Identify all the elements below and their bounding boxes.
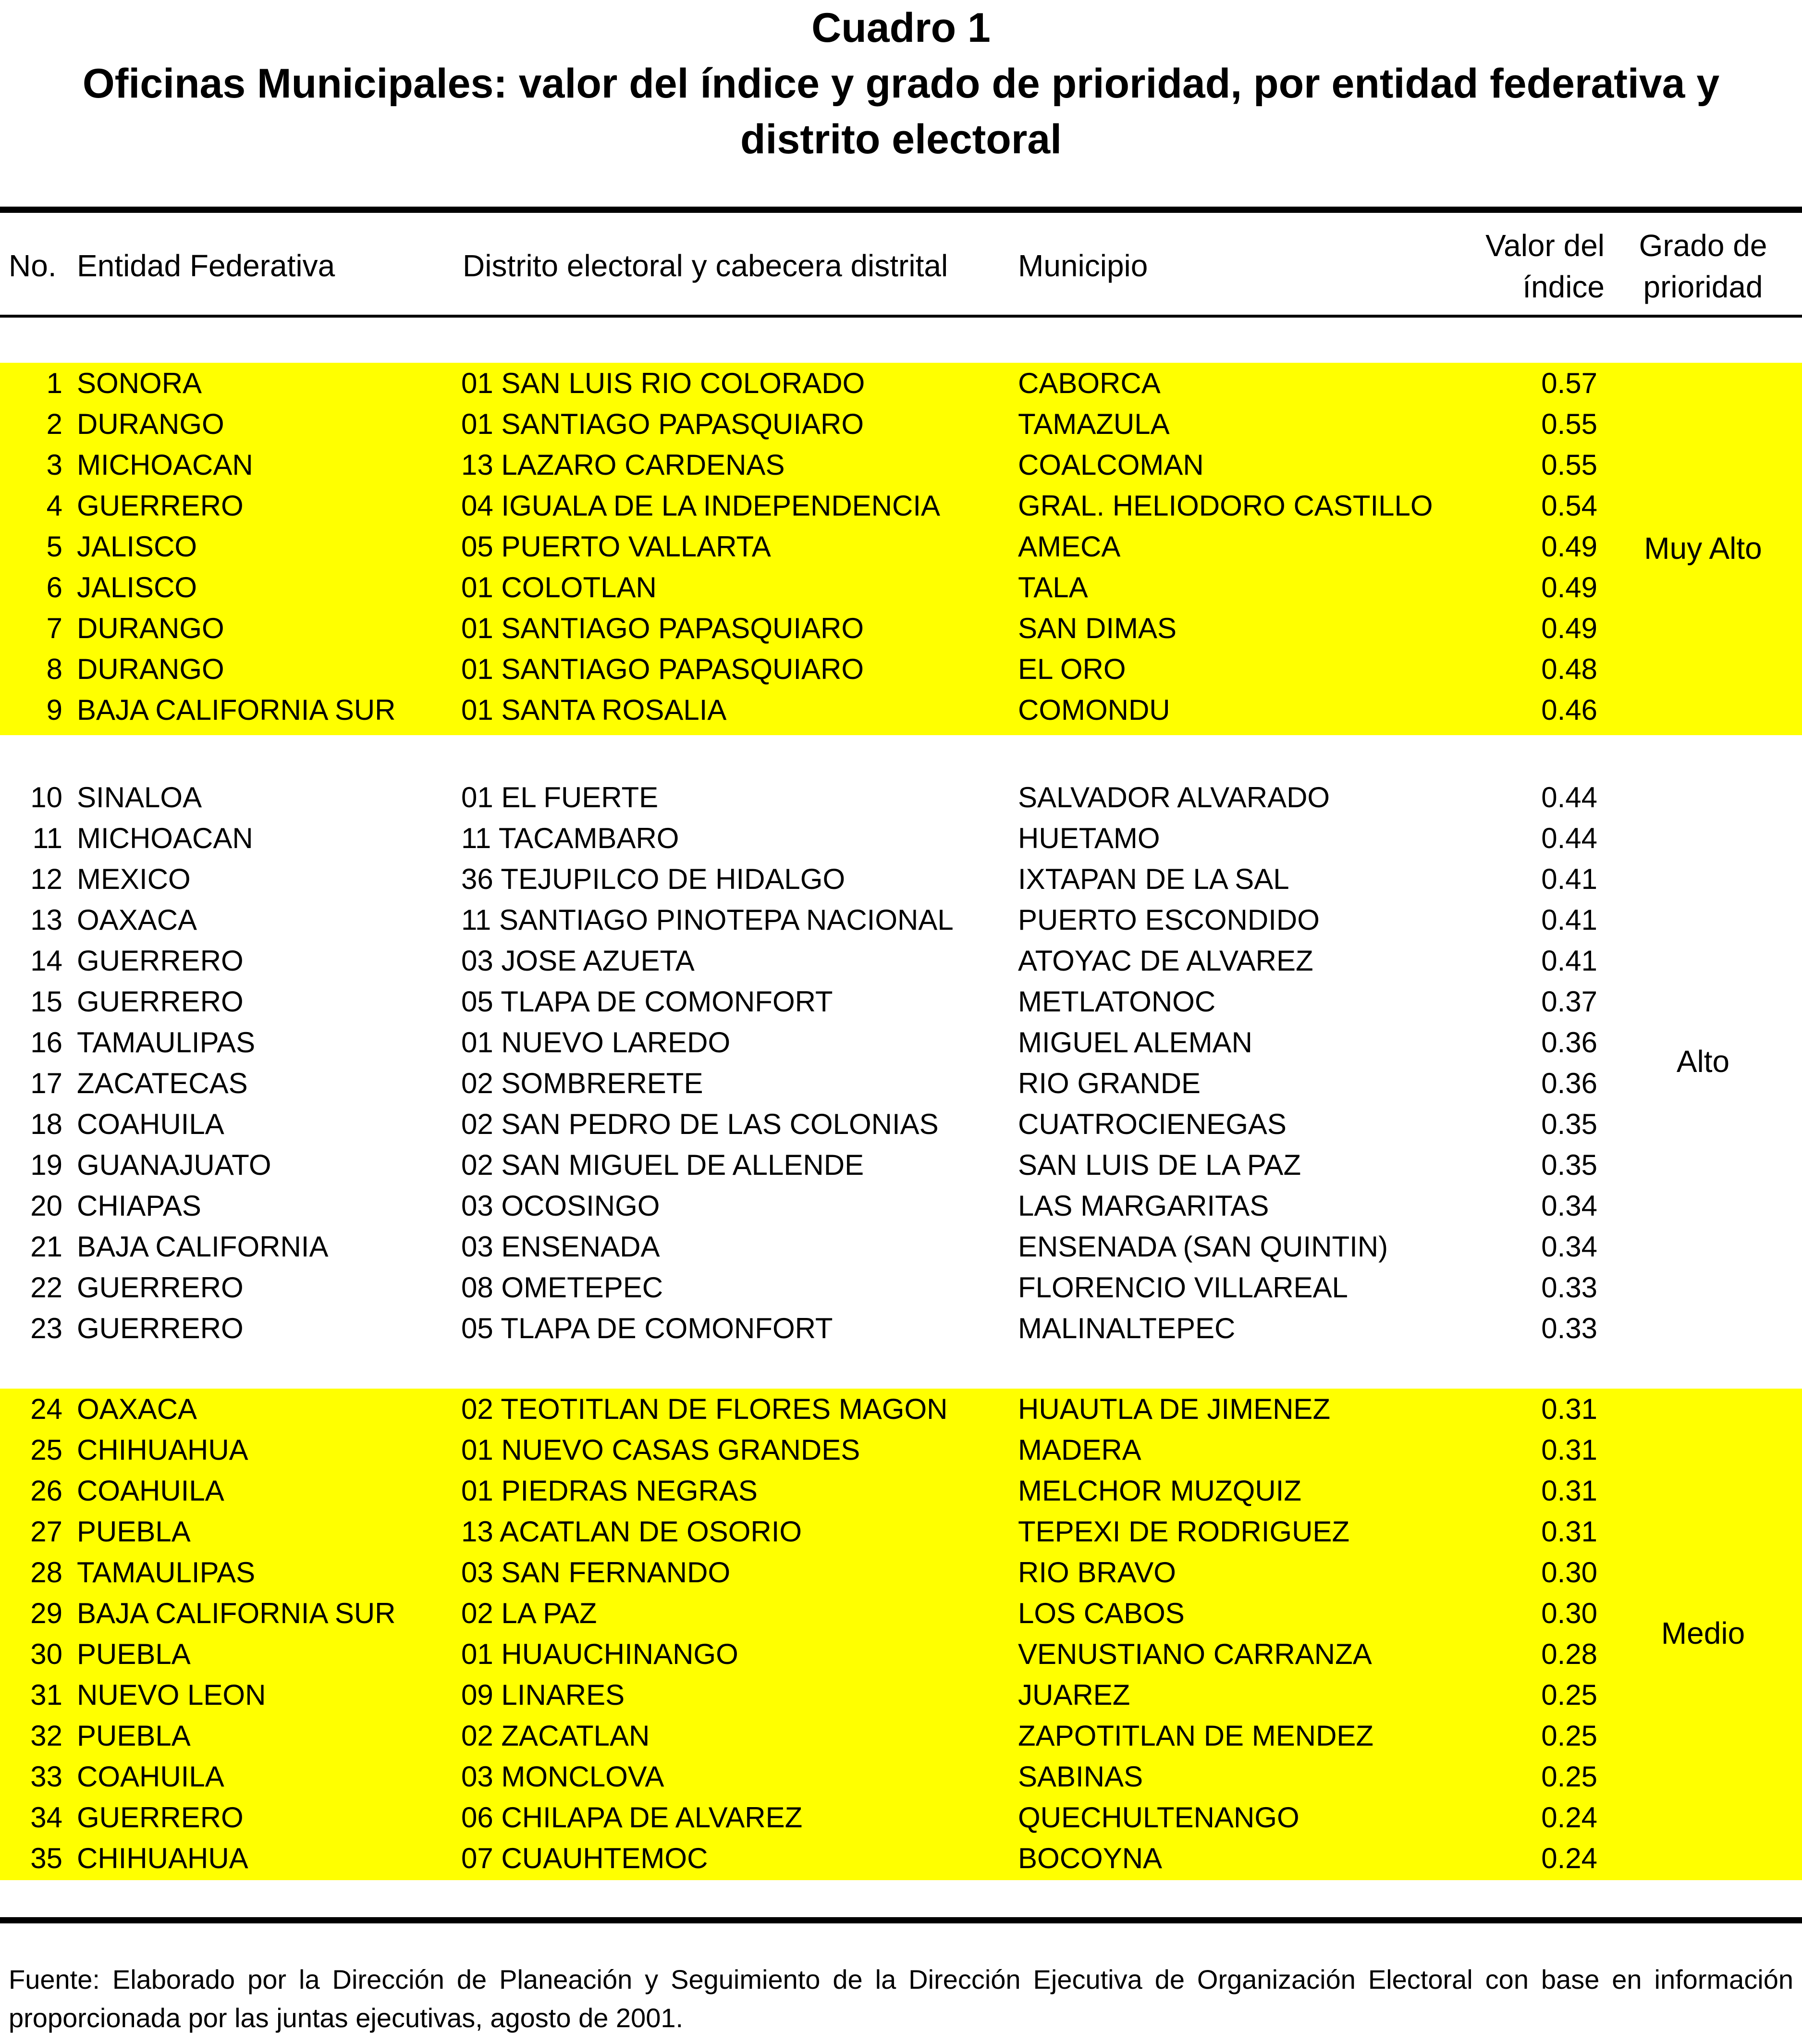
grade-label-muy-alto: Muy Alto: [1644, 531, 1762, 566]
row-municipio: PUERTO ESCONDIDO: [1018, 904, 1320, 936]
row-entidad: TAMAULIPAS: [77, 1026, 256, 1059]
row-no: 28: [30, 1556, 62, 1588]
row-valor: 0.35: [1541, 1149, 1597, 1181]
table-row: [0, 1023, 1802, 1062]
row-valor: 0.57: [1541, 367, 1597, 399]
header-municipio: Municipio: [1018, 248, 1148, 283]
row-distrito: 13 ACATLAN DE OSORIO: [461, 1515, 802, 1548]
row-no: 35: [30, 1842, 62, 1874]
table-row: [0, 1594, 1802, 1633]
table-row: [0, 691, 1802, 729]
row-no: 25: [30, 1434, 62, 1466]
row-distrito: 01 SANTIAGO PAPASQUIARO: [461, 653, 864, 685]
row-no: 26: [30, 1475, 62, 1507]
row-no: 20: [30, 1190, 62, 1222]
title-line-3: distrito electoral: [740, 116, 1062, 162]
row-entidad: BAJA CALIFORNIA SUR: [77, 694, 396, 726]
row-valor: 0.54: [1541, 490, 1597, 522]
header-distrito: Distrito electoral y cabecera distrital: [463, 248, 948, 283]
table-row: [0, 1390, 1802, 1428]
source-note-line-1: Fuente: Elaborado por la Dirección de Planeación y Seguimiento de la Dirección Ejecutiva de Organización Electoral con base en información: [9, 1964, 1793, 1995]
row-valor: 0.33: [1541, 1312, 1597, 1344]
row-entidad: GUERRERO: [77, 1801, 244, 1834]
row-no: 9: [46, 694, 62, 726]
row-entidad: MICHOACAN: [77, 449, 253, 481]
row-distrito: 13 LAZARO CARDENAS: [461, 449, 785, 481]
row-entidad: DURANGO: [77, 653, 224, 685]
row-municipio: HUAUTLA DE JIMENEZ: [1018, 1393, 1331, 1425]
row-municipio: EL ORO: [1018, 653, 1126, 685]
row-no: 27: [30, 1515, 62, 1548]
row-no: 22: [30, 1271, 62, 1304]
header-valor: [1451, 225, 1605, 308]
row-municipio: GRAL. HELIODORO CASTILLO: [1018, 490, 1433, 522]
row-distrito: 02 ZACATLAN: [461, 1720, 650, 1752]
row-no: 1: [46, 367, 62, 399]
row-valor: 0.44: [1541, 781, 1597, 813]
row-entidad: DURANGO: [77, 408, 224, 440]
row-distrito: 01 HUAUCHINANGO: [461, 1638, 738, 1670]
row-no: 18: [30, 1108, 62, 1140]
row-municipio: QUECHULTENANGO: [1018, 1801, 1299, 1834]
row-no: 17: [30, 1067, 62, 1099]
table-row: [0, 1146, 1802, 1184]
table-row: [0, 528, 1802, 566]
row-entidad: CHIHUAHUA: [77, 1842, 248, 1874]
row-municipio: JUAREZ: [1018, 1679, 1130, 1711]
row-valor: 0.31: [1541, 1515, 1597, 1548]
row-entidad: GUERRERO: [77, 490, 244, 522]
table-row: [0, 1187, 1802, 1225]
row-distrito: 01 COLOTLAN: [461, 571, 657, 603]
row-valor: 0.35: [1541, 1108, 1597, 1140]
row-entidad: GUERRERO: [77, 1271, 244, 1304]
row-municipio: TALA: [1018, 571, 1088, 603]
table-row: [0, 1513, 1802, 1551]
table-row: [0, 1228, 1802, 1266]
row-valor: 0.36: [1541, 1067, 1597, 1099]
row-distrito: 08 OMETEPEC: [461, 1271, 663, 1304]
table-row: [0, 983, 1802, 1021]
table-row: [0, 1758, 1802, 1796]
row-distrito: 01 SANTIAGO PAPASQUIARO: [461, 612, 864, 644]
row-distrito: 02 SAN MIGUEL DE ALLENDE: [461, 1149, 864, 1181]
row-valor: 0.30: [1541, 1556, 1597, 1588]
row-distrito: 05 PUERTO VALLARTA: [461, 530, 771, 563]
row-no: 21: [30, 1231, 62, 1263]
row-entidad: MEXICO: [77, 863, 191, 895]
row-no: 29: [30, 1597, 62, 1629]
row-no: 3: [46, 449, 62, 481]
row-no: 6: [46, 571, 62, 603]
row-entidad: JALISCO: [77, 571, 197, 603]
row-valor: 0.24: [1541, 1801, 1597, 1834]
row-entidad: GUERRERO: [77, 945, 244, 977]
source-note: [9, 1960, 1793, 2037]
row-entidad: COAHUILA: [77, 1475, 224, 1507]
row-no: 19: [30, 1149, 62, 1181]
row-distrito: 01 PIEDRAS NEGRAS: [461, 1475, 758, 1507]
row-distrito: 07 CUAUHTEMOC: [461, 1842, 708, 1874]
title-line-2: Oficinas Municipales: valor del índice y grado de prioridad, por entidad federativa y: [82, 61, 1720, 107]
row-valor: 0.48: [1541, 653, 1597, 685]
row-valor: 0.31: [1541, 1434, 1597, 1466]
row-entidad: CHIAPAS: [77, 1190, 201, 1222]
row-valor: 0.49: [1541, 530, 1597, 563]
row-distrito: 06 CHILAPA DE ALVAREZ: [461, 1801, 803, 1834]
table-row: [0, 609, 1802, 648]
row-entidad: BAJA CALIFORNIA SUR: [77, 1597, 396, 1629]
row-no: 23: [30, 1312, 62, 1344]
row-municipio: ATOYAC DE ALVAREZ: [1018, 945, 1313, 977]
row-valor: 0.49: [1541, 612, 1597, 644]
row-municipio: MIGUEL ALEMAN: [1018, 1026, 1252, 1059]
table-row: [0, 650, 1802, 689]
row-entidad: OAXACA: [77, 1393, 197, 1425]
source-note-line-2: proporcionada por las juntas ejecutivas, agosto de 2001.: [9, 2003, 684, 2033]
row-valor: 0.34: [1541, 1190, 1597, 1222]
title-line-1: Cuadro 1: [811, 5, 991, 51]
table-row: [0, 1105, 1802, 1144]
table-row: [0, 1798, 1802, 1837]
table-row: [0, 1839, 1802, 1878]
row-entidad: BAJA CALIFORNIA: [77, 1231, 329, 1263]
row-entidad: PUEBLA: [77, 1638, 191, 1670]
row-no: 14: [30, 945, 62, 977]
row-distrito: 02 TEOTITLAN DE FLORES MAGON: [461, 1393, 948, 1425]
row-entidad: GUANAJUATO: [77, 1149, 271, 1181]
row-valor: 0.28: [1541, 1638, 1597, 1670]
row-entidad: JALISCO: [77, 530, 197, 563]
row-valor: 0.36: [1541, 1026, 1597, 1059]
header-valor-line-2: índice: [1522, 270, 1605, 304]
row-distrito: 11 TACAMBARO: [461, 822, 679, 854]
row-no: 34: [30, 1801, 62, 1834]
table-row: [0, 1309, 1802, 1348]
row-distrito: 01 NUEVO LAREDO: [461, 1026, 731, 1059]
row-municipio: RIO BRAVO: [1018, 1556, 1176, 1588]
row-no: 4: [46, 490, 62, 522]
row-no: 32: [30, 1720, 62, 1752]
row-distrito: 01 EL FUERTE: [461, 781, 659, 813]
row-entidad: SONORA: [77, 367, 202, 399]
table-row: [0, 1717, 1802, 1755]
row-municipio: AMECA: [1018, 530, 1121, 563]
row-no: 8: [46, 653, 62, 685]
row-municipio: METLATONOC: [1018, 985, 1216, 1018]
row-entidad: PUEBLA: [77, 1515, 191, 1548]
row-no: 24: [30, 1393, 62, 1425]
header-grado-line-2: prioridad: [1643, 270, 1763, 304]
row-valor: 0.49: [1541, 571, 1597, 603]
table-row: [0, 1064, 1802, 1103]
row-no: 7: [46, 612, 62, 644]
row-entidad: NUEVO LEON: [77, 1679, 266, 1711]
row-no: 16: [30, 1026, 62, 1059]
table-row: [0, 568, 1802, 607]
row-no: 5: [46, 530, 62, 563]
row-municipio: CUATROCIENEGAS: [1018, 1108, 1287, 1140]
table-row: [0, 1635, 1802, 1674]
row-valor: 0.44: [1541, 822, 1597, 854]
grade-label-medio: Medio: [1661, 1616, 1745, 1650]
header-rule: [0, 315, 1802, 318]
row-municipio: MELCHOR MUZQUIZ: [1018, 1475, 1301, 1507]
row-municipio: SABINAS: [1018, 1761, 1143, 1793]
row-distrito: 36 TEJUPILCO DE HIDALGO: [461, 863, 846, 895]
row-entidad: OAXACA: [77, 904, 197, 936]
row-municipio: MALINALTEPEC: [1018, 1312, 1236, 1344]
row-municipio: ENSENADA (SAN QUINTIN): [1018, 1231, 1388, 1263]
table-row: [0, 860, 1802, 899]
row-municipio: IXTAPAN DE LA SAL: [1018, 863, 1289, 895]
table-row: [0, 446, 1802, 484]
row-distrito: 11 SANTIAGO PINOTEPA NACIONAL: [461, 904, 954, 936]
row-entidad: TAMAULIPAS: [77, 1556, 256, 1588]
row-municipio: TAMAZULA: [1018, 408, 1170, 440]
row-entidad: MICHOACAN: [77, 822, 253, 854]
row-no: 30: [30, 1638, 62, 1670]
row-entidad: GUERRERO: [77, 985, 244, 1018]
table-row: [0, 487, 1802, 525]
row-municipio: SAN LUIS DE LA PAZ: [1018, 1149, 1301, 1181]
table-row: [0, 819, 1802, 858]
row-municipio: VENUSTIANO CARRANZA: [1018, 1638, 1372, 1670]
row-distrito: 01 SANTIAGO PAPASQUIARO: [461, 408, 864, 440]
row-municipio: ZAPOTITLAN DE MENDEZ: [1018, 1720, 1374, 1752]
table-row: [0, 778, 1802, 817]
row-municipio: TEPEXI DE RODRIGUEZ: [1018, 1515, 1350, 1548]
row-valor: 0.25: [1541, 1761, 1597, 1793]
header-grado: [1614, 225, 1792, 308]
row-no: 13: [30, 904, 62, 936]
table-row: [0, 1268, 1802, 1307]
row-municipio: CABORCA: [1018, 367, 1161, 399]
row-valor: 0.34: [1541, 1231, 1597, 1263]
table-row: [0, 901, 1802, 939]
row-no: 10: [30, 781, 62, 813]
row-distrito: 01 SANTA ROSALIA: [461, 694, 727, 726]
row-valor: 0.55: [1541, 449, 1597, 481]
row-entidad: CHIHUAHUA: [77, 1434, 248, 1466]
row-valor: 0.31: [1541, 1475, 1597, 1507]
row-entidad: SINALOA: [77, 781, 202, 813]
row-valor: 0.41: [1541, 863, 1597, 895]
row-municipio: FLORENCIO VILLAREAL: [1018, 1271, 1348, 1304]
row-municipio: LOS CABOS: [1018, 1597, 1185, 1629]
table-bottom-rule: [0, 1917, 1802, 1923]
table-top-rule: [0, 207, 1802, 213]
row-distrito: 05 TLAPA DE COMONFORT: [461, 985, 833, 1018]
row-no: 15: [30, 985, 62, 1018]
row-distrito: 01 SAN LUIS RIO COLORADO: [461, 367, 865, 399]
row-no: 33: [30, 1761, 62, 1793]
table-row: [0, 364, 1802, 403]
header-entidad: Entidad Federativa: [77, 248, 335, 283]
row-municipio: HUETAMO: [1018, 822, 1160, 854]
row-municipio: BOCOYNA: [1018, 1842, 1163, 1874]
row-entidad: PUEBLA: [77, 1720, 191, 1752]
row-municipio: MADERA: [1018, 1434, 1141, 1466]
row-municipio: LAS MARGARITAS: [1018, 1190, 1269, 1222]
row-valor: 0.41: [1541, 945, 1597, 977]
row-distrito: 03 MONCLOVA: [461, 1761, 664, 1793]
row-valor: 0.33: [1541, 1271, 1597, 1304]
row-valor: 0.30: [1541, 1597, 1597, 1629]
row-no: 12: [30, 863, 62, 895]
row-valor: 0.37: [1541, 985, 1597, 1018]
row-valor: 0.31: [1541, 1393, 1597, 1425]
row-distrito: 04 IGUALA DE LA INDEPENDENCIA: [461, 490, 941, 522]
table-row: [0, 1431, 1802, 1469]
row-distrito: 05 TLAPA DE COMONFORT: [461, 1312, 833, 1344]
row-distrito: 03 ENSENADA: [461, 1231, 660, 1263]
row-entidad: ZACATECAS: [77, 1067, 248, 1099]
row-municipio: SALVADOR ALVARADO: [1018, 781, 1330, 813]
row-municipio: COMONDU: [1018, 694, 1170, 726]
row-distrito: 02 SAN PEDRO DE LAS COLONIAS: [461, 1108, 939, 1140]
row-municipio: SAN DIMAS: [1018, 612, 1177, 644]
grade-label-alto: Alto: [1676, 1044, 1730, 1079]
row-valor: 0.46: [1541, 694, 1597, 726]
header-valor-line-1: Valor del: [1485, 228, 1605, 263]
table-row: [0, 942, 1802, 980]
table-row: [0, 405, 1802, 443]
row-distrito: 09 LINARES: [461, 1679, 625, 1711]
row-valor: 0.55: [1541, 408, 1597, 440]
row-entidad: COAHUILA: [77, 1108, 224, 1140]
row-municipio: RIO GRANDE: [1018, 1067, 1201, 1099]
row-distrito: 01 NUEVO CASAS GRANDES: [461, 1434, 860, 1466]
row-valor: 0.25: [1541, 1679, 1597, 1711]
row-valor: 0.25: [1541, 1720, 1597, 1752]
header-no: No.: [9, 248, 57, 283]
header-grado-line-1: Grado de: [1639, 228, 1767, 263]
row-valor: 0.41: [1541, 904, 1597, 936]
row-distrito: 02 LA PAZ: [461, 1597, 597, 1629]
row-entidad: DURANGO: [77, 612, 224, 644]
row-valor: 0.24: [1541, 1842, 1597, 1874]
row-municipio: COALCOMAN: [1018, 449, 1204, 481]
row-entidad: GUERRERO: [77, 1312, 244, 1344]
row-distrito: 03 JOSE AZUETA: [461, 945, 695, 977]
row-no: 31: [30, 1679, 62, 1711]
row-no: 11: [32, 822, 62, 854]
table-row: [0, 1472, 1802, 1510]
row-distrito: 02 SOMBRERETE: [461, 1067, 703, 1099]
row-distrito: 03 SAN FERNANDO: [461, 1556, 731, 1588]
table-row: [0, 1676, 1802, 1714]
row-distrito: 03 OCOSINGO: [461, 1190, 660, 1222]
row-entidad: COAHUILA: [77, 1761, 224, 1793]
row-no: 2: [46, 408, 62, 440]
table-row: [0, 1553, 1802, 1592]
